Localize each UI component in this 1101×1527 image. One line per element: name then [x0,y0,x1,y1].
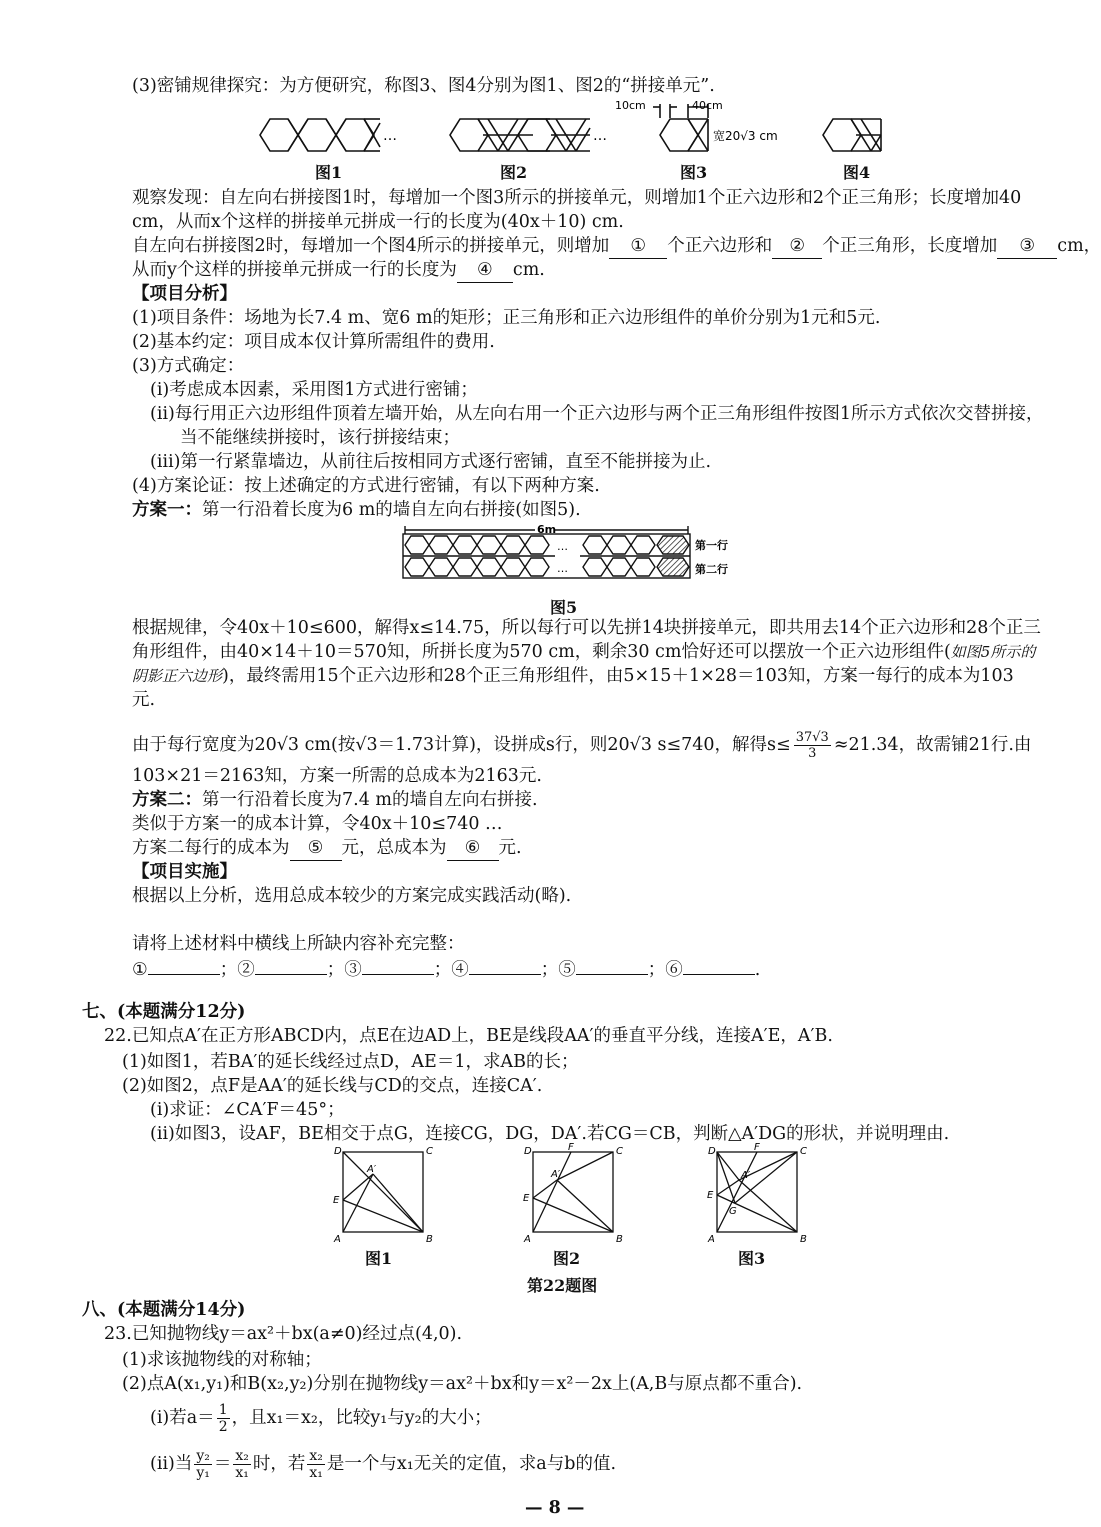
ellipsis-2: … [593,128,607,144]
fig3-label-D: D [708,1146,716,1157]
observation-line-1: 观察发现：自左向右拼接图1时，每增加一个图3所示的拼接单元，则增加1个正六边形和2个正三角形；长度增加40 [132,188,1022,208]
caption-fig5: 图5 [550,598,578,617]
blank-1[interactable]: ① [609,234,667,259]
fig1-label-A-prime: A′ [367,1164,377,1175]
ellipsis-1: … [383,128,397,144]
blank-2[interactable]: ② [772,234,822,259]
condition-1: (1)项目条件：场地为长7.4 m、宽6 m的矩形；正三角形和正六边形组件的单价分别为1元和5元. [132,308,881,328]
condition-3-iii: (ⅲ)第一行紧靠墙边，从前往后按相同方式逐行密铺，直至不能拼接为止. [150,452,712,472]
plan-1-line: 方案一：第一行沿着长度为6 m的墙自左向右拼接(如图5). [132,500,581,520]
fig3-label-G: G [729,1206,737,1217]
fraction-37r3-over-3: $\frac{37√3}{3}$ [795,730,829,761]
fig2-label-A: A [524,1234,531,1245]
fig3-label-B: B [800,1234,807,1245]
blank-5[interactable]: ⑤ [290,836,342,861]
reasoning-line-2: 角形组件，由40×14＋10＝570知，所拼长度为570 cm，剩余30 cm恰好还可以摆放一个正六边形组件(如图5所示的 [132,642,1036,662]
answer-6-field[interactable] [683,974,755,975]
q22-part-2: (2)如图2，点F是AA′的延长线与CD的交点，连接CA′. [122,1076,543,1096]
plan-2-line: 方案二：第一行沿着长度为7.4 m的墙自左向右拼接. [132,790,538,810]
fig1-label-D: D [334,1146,342,1157]
blank-4[interactable]: ④ [457,258,513,283]
implementation-text: 根据以上分析，选用总成本较少的方案完成实践活动(略). [132,886,572,906]
fig1-label-C: C [426,1146,433,1157]
fig5-row2-label: 第二行 [695,563,728,576]
answer-4-field[interactable] [469,974,541,975]
fig5-ellipsis-1: … [557,540,568,553]
reasoning-line-3: 阴影正六边形)，最终需用15个正六边形和28个正三角形组件，由5×15＋1×28＝103知，方案一每行的成本为103 [132,666,1014,686]
observation-line-2: cm，从而x个这样的拼接单元拼成一行的长度为(40x＋10) cm. [132,212,624,232]
condition-2: (2)基本约定：项目成本仅计算所需组件的费用. [132,332,495,352]
analysis-title: 【项目分析】 [132,284,237,304]
fig1-label-B: B [426,1234,433,1245]
condition-4: (4)方案论证：按上述确定的方式进行密铺，有以下两种方案. [132,476,600,496]
fig3-label-A-prime: A′ [741,1170,751,1181]
q22-figure-title: 第22题图 [527,1276,598,1295]
plan-2-cost-line: 方案二每行的成本为 ⑤ 元，总成本为 ⑥ 元. [132,836,522,861]
figure-2-tiling [450,119,590,151]
fig5-width-label: 6m [537,523,557,536]
caption-fig2: 图2 [500,163,528,182]
section-7-heading: 七、(本题满分12分) [82,1002,246,1022]
q23-stem: 23.已知抛物线y＝ax²＋bx(a≠0)经过点(4,0). [104,1324,463,1344]
q23-part-2-i: (ⅰ)若a＝ $\frac{1}{2}$ ，且x₁＝x₂，比较y₁与y₂的大小； [150,1402,492,1435]
fill-instruction: 请将上述材料中横线上所缺内容补充完整： [132,934,465,954]
caption-fig1: 图1 [315,163,343,182]
answer-blanks-row: ① ；② ；③ ；④ ；⑤ ；⑥ . [132,960,761,980]
answer-5-field[interactable] [576,974,648,975]
figure-4-unit [823,119,881,151]
fig2-label-A-prime: A′ [551,1169,561,1180]
fraction-y2-over-y1: $\frac{\text{y₂}}{\text{y₁}}$ [196,1448,210,1481]
observation-line-4: 从而y个这样的拼接单元拼成一行的长度为 ④ cm. [132,258,545,283]
caption-fig4: 图4 [843,163,871,182]
q22-stem: 22.已知点A′在正方形ABCD内，点E在边AD上，BE是线段AA′的垂直平分线，连接A′E，A′B. [104,1026,833,1046]
condition-3-ii-a: (ⅱ)每行用正六边形组件顶着左墙开始，从左向右用一个正六边形与两个正三角形组件按图1所示方式依次交替拼接， [150,404,1044,424]
q23-part-1: (1)求该抛物线的对称轴； [122,1350,322,1370]
reasoning-line-6: 103×21＝2163知，方案一所需的总成本为2163元. [132,766,542,786]
q22-part-2-i: (ⅰ)求证：∠CA′F＝45°； [150,1100,345,1120]
fig3-label-C: C [800,1146,807,1157]
blank-3[interactable]: ③ [997,234,1057,259]
q23-part-2-ii: (ⅱ)当 $\frac{\text{y₂}}{\text{y₁}}$ ＝ $\frac{\text{x₂}}{\text{x₁}}$ 时，若 $\frac{\text{x₂}}{\text{x₁}}$ 是一个与x₁无关的定值，求a与b的值. [150,1448,617,1481]
reasoning-line-5: 由于每行宽度为20√3 cm(按√3＝1.73计算)，设拼成s行，则20√3 s≤740，解得s≤ $\frac{37√3}{3}$ ≈21.34，故需铺21行.由 [132,730,1032,761]
q23-part-2: (2)点A(x₁,y₁)和B(x₂,y₂)分别在抛物线y＝ax²＋bx和y＝x²－2x上(A,B与原点都不重合). [122,1374,803,1394]
q22-caption-fig3: 图3 [738,1249,766,1268]
reasoning-line-4: 元. [132,690,156,710]
q22-part-1: (1)如图1，若BA′的延长线经过点D，AE＝1，求AB的长； [122,1052,579,1072]
answer-1-field[interactable] [148,974,220,975]
condition-3-i: (ⅰ)考虑成本因素，采用图1方式进行密铺； [150,380,478,400]
blank-6[interactable]: ⑥ [447,836,499,861]
condition-3: (3)方式确定： [132,356,245,376]
figure-5-layout [395,520,740,592]
fig3-label-F: F [754,1142,760,1153]
figure-1-tiling [260,119,380,151]
dim-left-label: 10cm [615,99,646,112]
fraction-x2-over-x1-a: $\frac{\text{x₂}}{\text{x₁}}$ [235,1448,249,1481]
caption-fig3: 图3 [680,163,708,182]
observation-line-3: 自左向右拼接图2时，每增加一个图4所示的拼接单元，则增加 ① 个正六边形和 ② 个正三角形，长度增加 ③ cm， [132,234,1101,259]
fig2-label-E: E [523,1193,530,1204]
q22-part-2-ii: (ⅱ)如图3，设AF，BE相交于点G，连接CG，DG，DA′.若CG＝CB，判断△A′DG的形状，并说明理由. [150,1124,950,1144]
dim-width-label: 宽20√3 cm [713,129,778,143]
q22-caption-fig2: 图2 [553,1249,581,1268]
fraction-x2-over-x1-b: $\frac{\text{x₂}}{\text{x₁}}$ [309,1448,323,1481]
condition-3-ii-b: 当不能继续拼接时，该行拼接结束； [180,428,460,448]
fig3-label-A: A [708,1234,715,1245]
page-number: — 8 — [525,1498,585,1518]
answer-3-field[interactable] [362,974,434,975]
fraction-one-half: $\frac{1}{2}$ [218,1402,228,1435]
answer-2-field[interactable] [255,974,327,975]
implementation-title: 【项目实施】 [132,862,237,882]
dim-right-label: 40cm [692,99,723,112]
fig2-label-D: D [524,1146,532,1157]
fig5-row1-label: 第一行 [695,539,728,552]
fig2-label-B: B [616,1234,623,1245]
intro-text: (3)密铺规律探究：为方便研究，称图3、图4分别为图1、图2的“拼接单元”. [132,76,715,96]
fig1-label-A: A [334,1234,341,1245]
tiling-figures [255,92,895,182]
fig5-ellipsis-2: … [557,562,568,575]
section-8-heading: 八、(本题满分14分) [82,1300,246,1320]
fig3-label-E: E [707,1190,714,1201]
plan-2-calc: 类似于方案一的成本计算，令40x＋10≤740 … [132,814,503,834]
fig1-label-E: E [333,1195,340,1206]
q22-caption-fig1: 图1 [365,1249,393,1268]
reasoning-line-1: 根据规律，令40x＋10≤600，解得x≤14.75，所以每行可以先拼14块拼接单元，即共用去14个正六边形和28个正三 [132,618,1041,638]
fig2-label-F: F [568,1142,574,1153]
q22-figures [325,1142,815,1247]
fig2-label-C: C [616,1146,623,1157]
